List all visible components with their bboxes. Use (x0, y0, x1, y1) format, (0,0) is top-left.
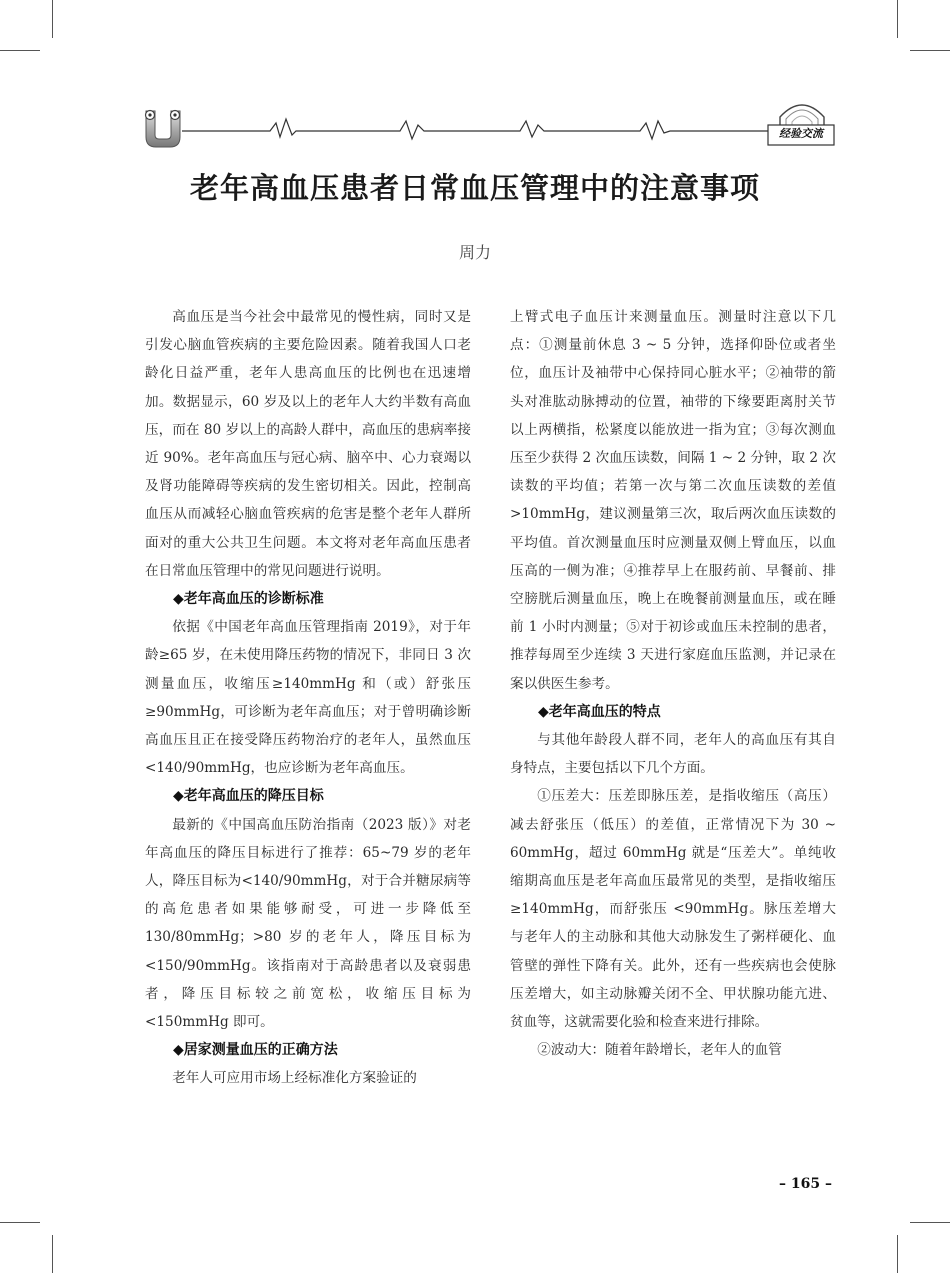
crop-mark (910, 1222, 950, 1223)
right-column (510, 303, 836, 1064)
crop-mark (52, 0, 53, 38)
crop-mark (897, 1235, 898, 1273)
crop-mark (0, 50, 40, 51)
page-header-decoration (140, 95, 840, 155)
section-heading: ◆居家测量血压的正确方法 (173, 1042, 338, 1059)
section-label: 经验交流 (779, 127, 823, 140)
paragraph: 老年人可应用市场上经标准化方案验证的 (172, 1070, 417, 1087)
section-heading: ◆老年高血压的特点 (538, 703, 661, 720)
paragraph: 依据《中国老年高血压管理指南 2019》，对于年龄≥65 岁，在未使用降压药物的情况下，非同日 3 次测量血压，收缩压≥140mmHg 和（或）舒张压≥90mmHg，可诊断为老年高血压；对于曾明确诊断高血压且正在接受降压药物治疗的老年人，虽然血压 <140/90mmHg，也应诊断为老年高血压。 (145, 619, 471, 777)
paragraph: 上臂式电子血压计来测量血压。测量时注意以下几点：①测量前休息 3 ~ 5 分钟，选择仰卧位或者坐位，血压计及袖带中心保持同心脏水平；②袖带的箭头对准肱动脉搏动的位置，袖带的下缘要距离肘关节以上两横指，松紧度以能放进一指为宜；③每次测血压至少获得 2 次血压读数，间隔 1 ~ 2 分钟，取 2 次读数的平均值；若第一次与第二次血压读数的差值 >10mmHg，建议测量第三次，取后两次血压读数的平均值。首次测量血压时应测量双侧上臂血压，以血压高的一侧为准；④推荐早上在服药前、早餐前、排空膀胱后测量血压，晚上在晚餐前测量血压，或在睡前 1 小时内测量；⑤对于初诊或血压未控制的患者，推荐每周至少连续 3 天进行家庭血压监测，并记录在案以供医生参考。 (510, 309, 836, 692)
page-number: – 165 – (779, 1176, 832, 1192)
paragraph: 最新的《中国高血压防治指南（2023 版）》对老年高血压的降压目标进行了推荐：65~79 岁的老年人，降压目标为<140/90mmHg，对于合并糖尿病等的高危患者如果能够耐受，可进一步降低至 130/80mmHg；>80 岁的老年人，降压目标为 <150/90mmHg。该指南对于高龄患者以及衰弱患者，降压目标较之前宽松，收缩压目标为 <150mmHg 即可。 (145, 816, 471, 1031)
article-title: 老年高血压患者日常血压管理中的注意事项 (189, 171, 760, 205)
paragraph: 高血压是当今社会中最常见的慢性病，同时又是引发心脑血管疾病的主要危险因素。随着我国人口老龄化日益严重，老年人患高血压的比例也在迅速增加。数据显示，60 岁及以上的老年人大约半数有高血压，而在 80 岁以上的高龄人群中，高血压的患病率接近 90%。老年高血压与冠心病、脑卒中、心力衰竭以及肾功能障碍等疾病的发生密切相关。因此，控制高血压从而减轻心脑血管疾病的危害是整个老年人群所面对的重大公共卫生问题。本文将对老年高血压患者在日常血压管理中的常见问题进行说明。 (145, 309, 471, 579)
paragraph: 与其他年龄段人群不同，老年人的高血压有其自身特点，主要包括以下几个方面。 (510, 732, 836, 777)
crop-mark (897, 0, 898, 38)
paragraph: ②波动大：随着年龄增长，老年人的血管 (537, 1042, 782, 1059)
section-heading: ◆老年高血压的诊断标准 (173, 591, 324, 608)
crop-mark (52, 1235, 53, 1273)
left-column (145, 303, 471, 1093)
crop-mark (910, 50, 950, 51)
header-wave-line (140, 95, 840, 155)
crop-mark (0, 1222, 40, 1223)
paragraph: ①压差大：压差即脉压差，是指收缩压（高压）减去舒张压（低压）的差值，正常情况下为 30 ~ 60mmHg，超过 60mmHg 就是“压差大”。单纯收缩期高血压是老年高血压最常见的类型，是指收缩压≥140mmHg，而舒张压 <90mmHg。脉压差增大与老年人的主动脉和其他大动脉发生了粥样硬化、血管壁的弹性下降有关。此外，还有一些疾病也会使脉压差增大，如主动脉瓣关闭不全、甲状腺功能亢进、贫血等，这就需要化验和检查来进行排除。 (510, 788, 836, 1031)
section-heading: ◆老年高血压的降压目标 (173, 788, 324, 805)
author-name: 周力 (458, 243, 491, 262)
